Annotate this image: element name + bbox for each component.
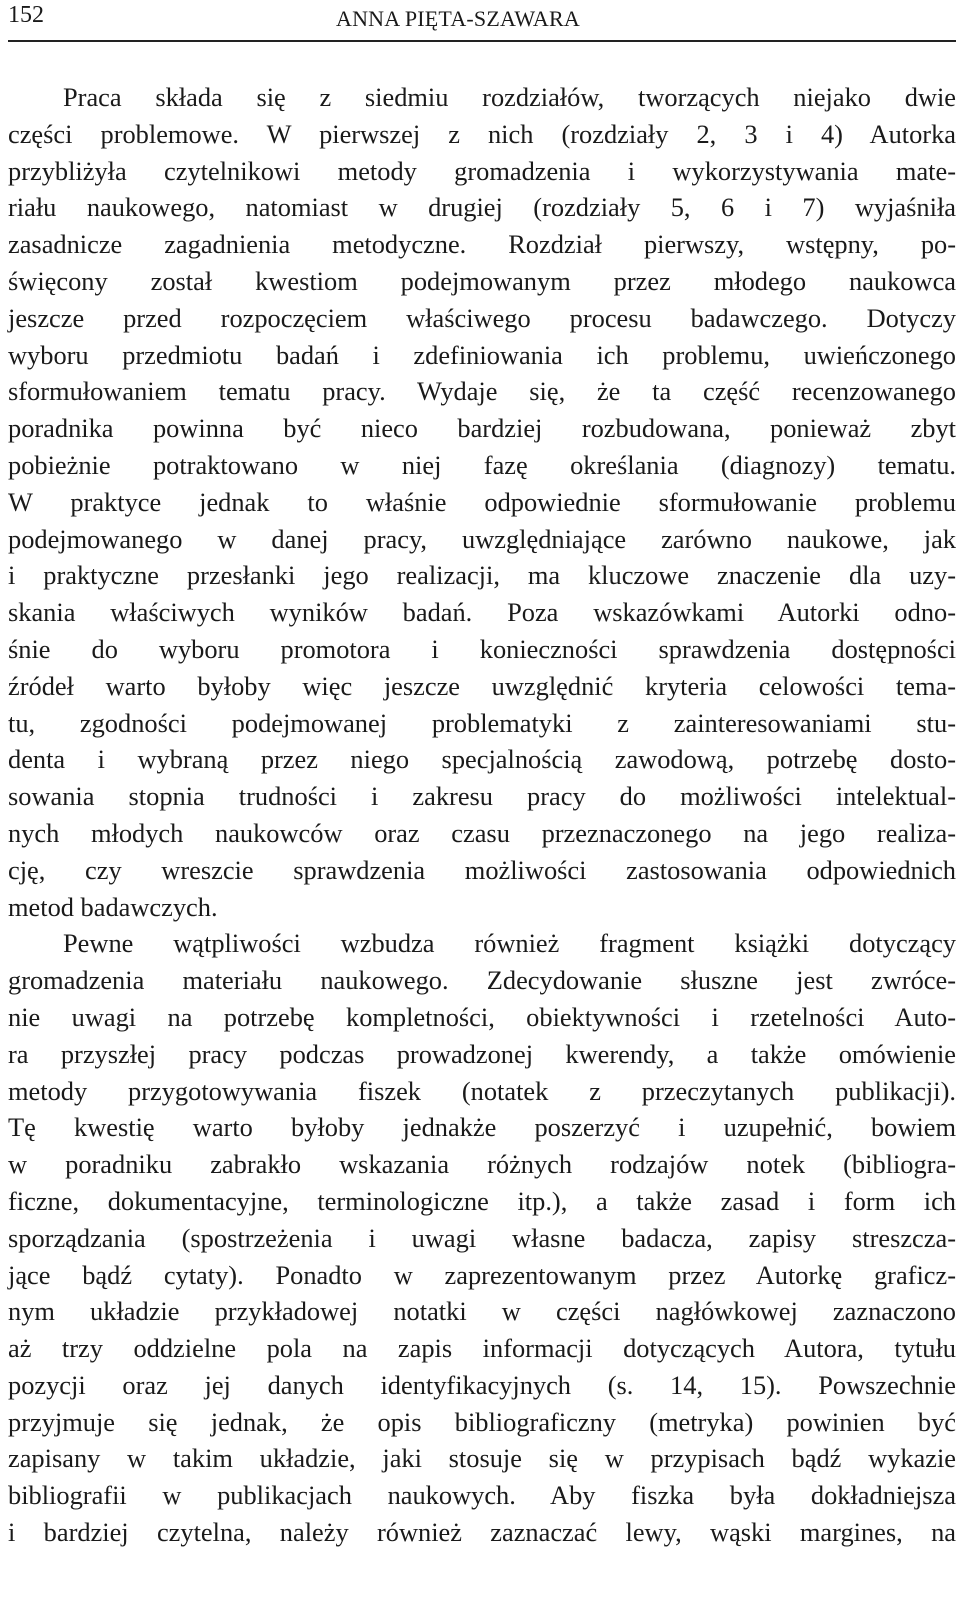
- text-line: gromadzenia materiału naukowego. Zdecydowanie słuszne jest zwróce-: [8, 965, 956, 996]
- text-line: tu, zgodności podejmowanej problematyki z zainteresowaniami stu-: [8, 707, 956, 738]
- text-line: W praktyce jednak to właśnie odpowiednie sformułowanie problemu: [8, 486, 956, 517]
- text-line: i bardziej czytelna, należy również zaznaczać lewy, wąski margines, na: [8, 1517, 956, 1548]
- text-line: jeszcze przed rozpoczęciem właściwego procesu badawczego. Dotyczy: [8, 302, 956, 333]
- text-line: przybliżyła czytelnikowi metody gromadzenia i wykorzystywania mate-: [8, 155, 956, 186]
- text-line: bibliografii w publikacjach naukowych. Aby fiszka była dokładniejsza: [8, 1480, 956, 1511]
- text-line: cję, czy wreszcie sprawdzenia możliwości zastosowania odpowiednich: [8, 854, 956, 885]
- text-line: święcony został kwestiom podejmowanym przez młodego naukowca: [8, 265, 956, 296]
- paragraph: [8, 79, 956, 925]
- running-head: ANNA PIĘTA-SZAWARA: [336, 6, 580, 31]
- text-line: podejmowanego w danej pracy, uwzględniające zarówno naukowe, jak: [8, 523, 956, 554]
- text-line: metod badawczych.: [8, 891, 218, 922]
- text-line: i praktyczne przesłanki jego realizacji, ma kluczowe znaczenie dla uzy-: [8, 560, 956, 591]
- text-line: denta i wybraną przez niego specjalnością zawodową, potrzebę dosto-: [8, 744, 956, 775]
- page-header: [8, 0, 956, 42]
- text-line: pobieżnie potraktowano w niej fazę określania (diagnozy) tematu.: [8, 449, 956, 480]
- text-line: Tę kwestię warto byłoby jednakże poszerzyć i uzupełnić, bowiem: [8, 1112, 956, 1143]
- text-line: pozycji oraz jej danych identyfikacyjnych (s. 14, 15). Powszechnie: [8, 1369, 956, 1400]
- text-line: ra przyszłej pracy podczas prowadzonej kwerendy, a także omówienie: [8, 1038, 956, 1069]
- text-line: w poradniku zabrakło wskazania różnych rodzajów notek (bibliogra-: [8, 1149, 956, 1180]
- text-line: ficzne, dokumentacyjne, terminologiczne itp.), a także zasad i form ich: [8, 1185, 956, 1216]
- text-line: źródeł warto byłoby więc jeszcze uwzględnić kryteria celowości tema-: [8, 670, 956, 701]
- text-line: części problemowe. W pierwszej z nich (rozdziały 2, 3 i 4) Autorka: [8, 118, 956, 149]
- text-line: aż trzy oddzielne pola na zapis informacji dotyczących Autora, tytułu: [8, 1333, 956, 1364]
- text-line: sformułowaniem tematu pracy. Wydaje się, że ta część recenzowanego: [8, 376, 956, 407]
- text-line: skania właściwych wyników badań. Poza wskazówkami Autorki odno-: [8, 597, 956, 628]
- text-line: zasadnicze zagadnienia metodyczne. Rozdział pierwszy, wstępny, po-: [8, 229, 956, 260]
- text-line: sporządzania (spostrzeżenia i uwagi własne badacza, zapisy streszcza-: [8, 1222, 956, 1253]
- text-line: sowania stopnia trudności i zakresu pracy do możliwości intelektual-: [8, 781, 956, 812]
- page-number: 152: [8, 2, 44, 28]
- text-line: śnie do wyboru promotora i konieczności sprawdzenia dostępności: [8, 633, 956, 664]
- text-line: riału naukowego, natomiast w drugiej (rozdziały 5, 6 i 7) wyjaśniła: [8, 192, 956, 223]
- text-line: nych młodych naukowców oraz czasu przeznaczonego na jego realiza-: [8, 817, 956, 848]
- text-line: metody przygotowywania fiszek (notatek z przeczytanych publikacji).: [8, 1075, 956, 1106]
- text-line: wyboru przedmiotu badań i zdefiniowania ich problemu, uwieńczonego: [8, 339, 956, 370]
- text-line: poradnika powinna być nieco bardziej rozbudowana, ponieważ zbyt: [8, 413, 956, 444]
- body-text: [8, 79, 956, 1551]
- paragraph: [8, 925, 956, 1551]
- text-line: jące bądź cytaty). Ponadto w zaprezentowanym przez Autorkę graficz-: [8, 1259, 956, 1290]
- text-line: przyjmuje się jednak, że opis bibliograficzny (metryka) powinien być: [8, 1406, 956, 1437]
- text-line: nie uwagi na potrzebę kompletności, obiektywności i rzetelności Auto-: [8, 1001, 956, 1032]
- text-line: zapisany w takim układzie, jaki stosuje się w przypisach bądź wykazie: [8, 1443, 956, 1474]
- text-line: Praca składa się z siedmiu rozdziałów, tworzących niejako dwie: [63, 82, 956, 112]
- text-line: nym układzie przykładowej notatki w części nagłówkowej zaznaczono: [8, 1296, 956, 1327]
- document-page: [8, 0, 956, 1551]
- text-line: Pewne wątpliwości wzbudza również fragment książki dotyczący: [63, 928, 956, 959]
